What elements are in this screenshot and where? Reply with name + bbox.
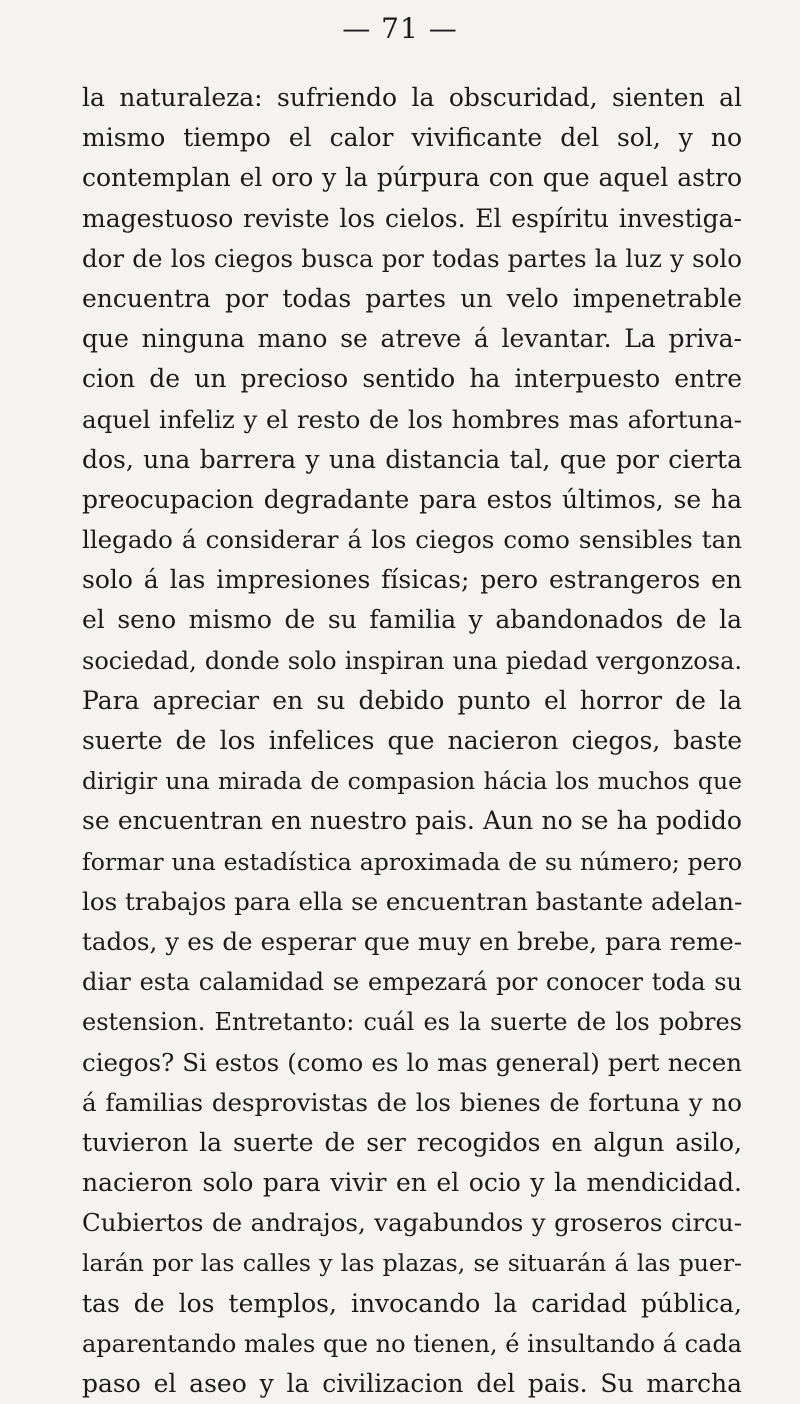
text-line: estension. Entretanto: cuál es la suerte de los pobres xyxy=(82,1008,742,1037)
text-line: á familias desprovistas de los bienes de fortuna y no xyxy=(82,1087,742,1117)
text-line: Para apreciar en su debido punto el horror de la xyxy=(82,685,742,715)
text-line: contemplan el oro y la púrpura con que aquel astro xyxy=(82,163,742,193)
text-line: diar esta calamidad se empezará por conocer toda su xyxy=(82,968,742,997)
text-line: magestuoso reviste los cielos. El espíritu investiga- xyxy=(82,203,742,233)
text-line: se encuentran en nuestro pais. Aun no se ha podido xyxy=(82,806,742,836)
text-line: tados, y es de esperar que muy en brebe, para reme- xyxy=(82,926,742,956)
text-line: que ninguna mano se atreve á levantar. La priva- xyxy=(82,324,742,354)
text-line: formar una estadística aproximada de su número; pero xyxy=(82,847,742,876)
text-line: llegado á considerar á los ciegos como sensibles tan xyxy=(82,525,742,555)
text-line: Cubiertos de andrajos, vagabundos y groseros circu- xyxy=(82,1208,742,1238)
text-line: ciegos? Si estos (como es lo mas general) pert necen xyxy=(82,1047,742,1077)
text-line: sociedad, donde solo inspiran una piedad vergonzosa. xyxy=(82,646,742,675)
text-line: el seno mismo de su familia y abandonados de la xyxy=(82,605,742,635)
text-line: larán por las calles y las plazas, se situarán á las puer- xyxy=(82,1249,742,1278)
text-line: mismo tiempo el calor vivificante del sol, y no xyxy=(82,123,742,153)
text-line: dirigir una mirada de compasion hácia los muchos que xyxy=(82,767,742,796)
page-number: — 71 — xyxy=(342,12,458,45)
text-line: dor de los ciegos busca por todas partes la luz y solo xyxy=(82,243,742,273)
body-text xyxy=(82,78,742,1404)
text-line: preocupacion degradante para estos últimos, se ha xyxy=(82,484,742,514)
text-line: solo á las impresiones físicas; pero estrangeros en xyxy=(82,565,742,595)
text-line: tas de los templos, invocando la caridad pública, xyxy=(82,1288,742,1318)
text-line: los trabajos para ella se encuentran bastante adelan- xyxy=(82,886,743,916)
text-line: cion de un precioso sentido ha interpuesto entre xyxy=(82,364,742,394)
text-line: la naturaleza: sufriendo la obscuridad, sienten al xyxy=(82,83,742,112)
text-line: encuentra por todas partes un velo impenetrable xyxy=(82,283,742,313)
text-line: tuvieron la suerte de ser recogidos en algun asilo, xyxy=(82,1127,742,1157)
text-line: aparentando males que no tienen, é insultando á cada xyxy=(82,1329,742,1358)
text-line: suerte de los infelices que nacieron ciegos, baste xyxy=(82,726,742,755)
text-line: aquel infeliz y el resto de los hombres mas afortuna- xyxy=(82,404,742,434)
text-line: nacieron solo para vivir en el ocio y la mendicidad. xyxy=(82,1168,742,1198)
text-line: paso el aseo y la civilizacion del pais. Su marcha xyxy=(82,1369,742,1398)
text-line: dos, una barrera y una distancia tal, que por cierta xyxy=(82,444,742,474)
